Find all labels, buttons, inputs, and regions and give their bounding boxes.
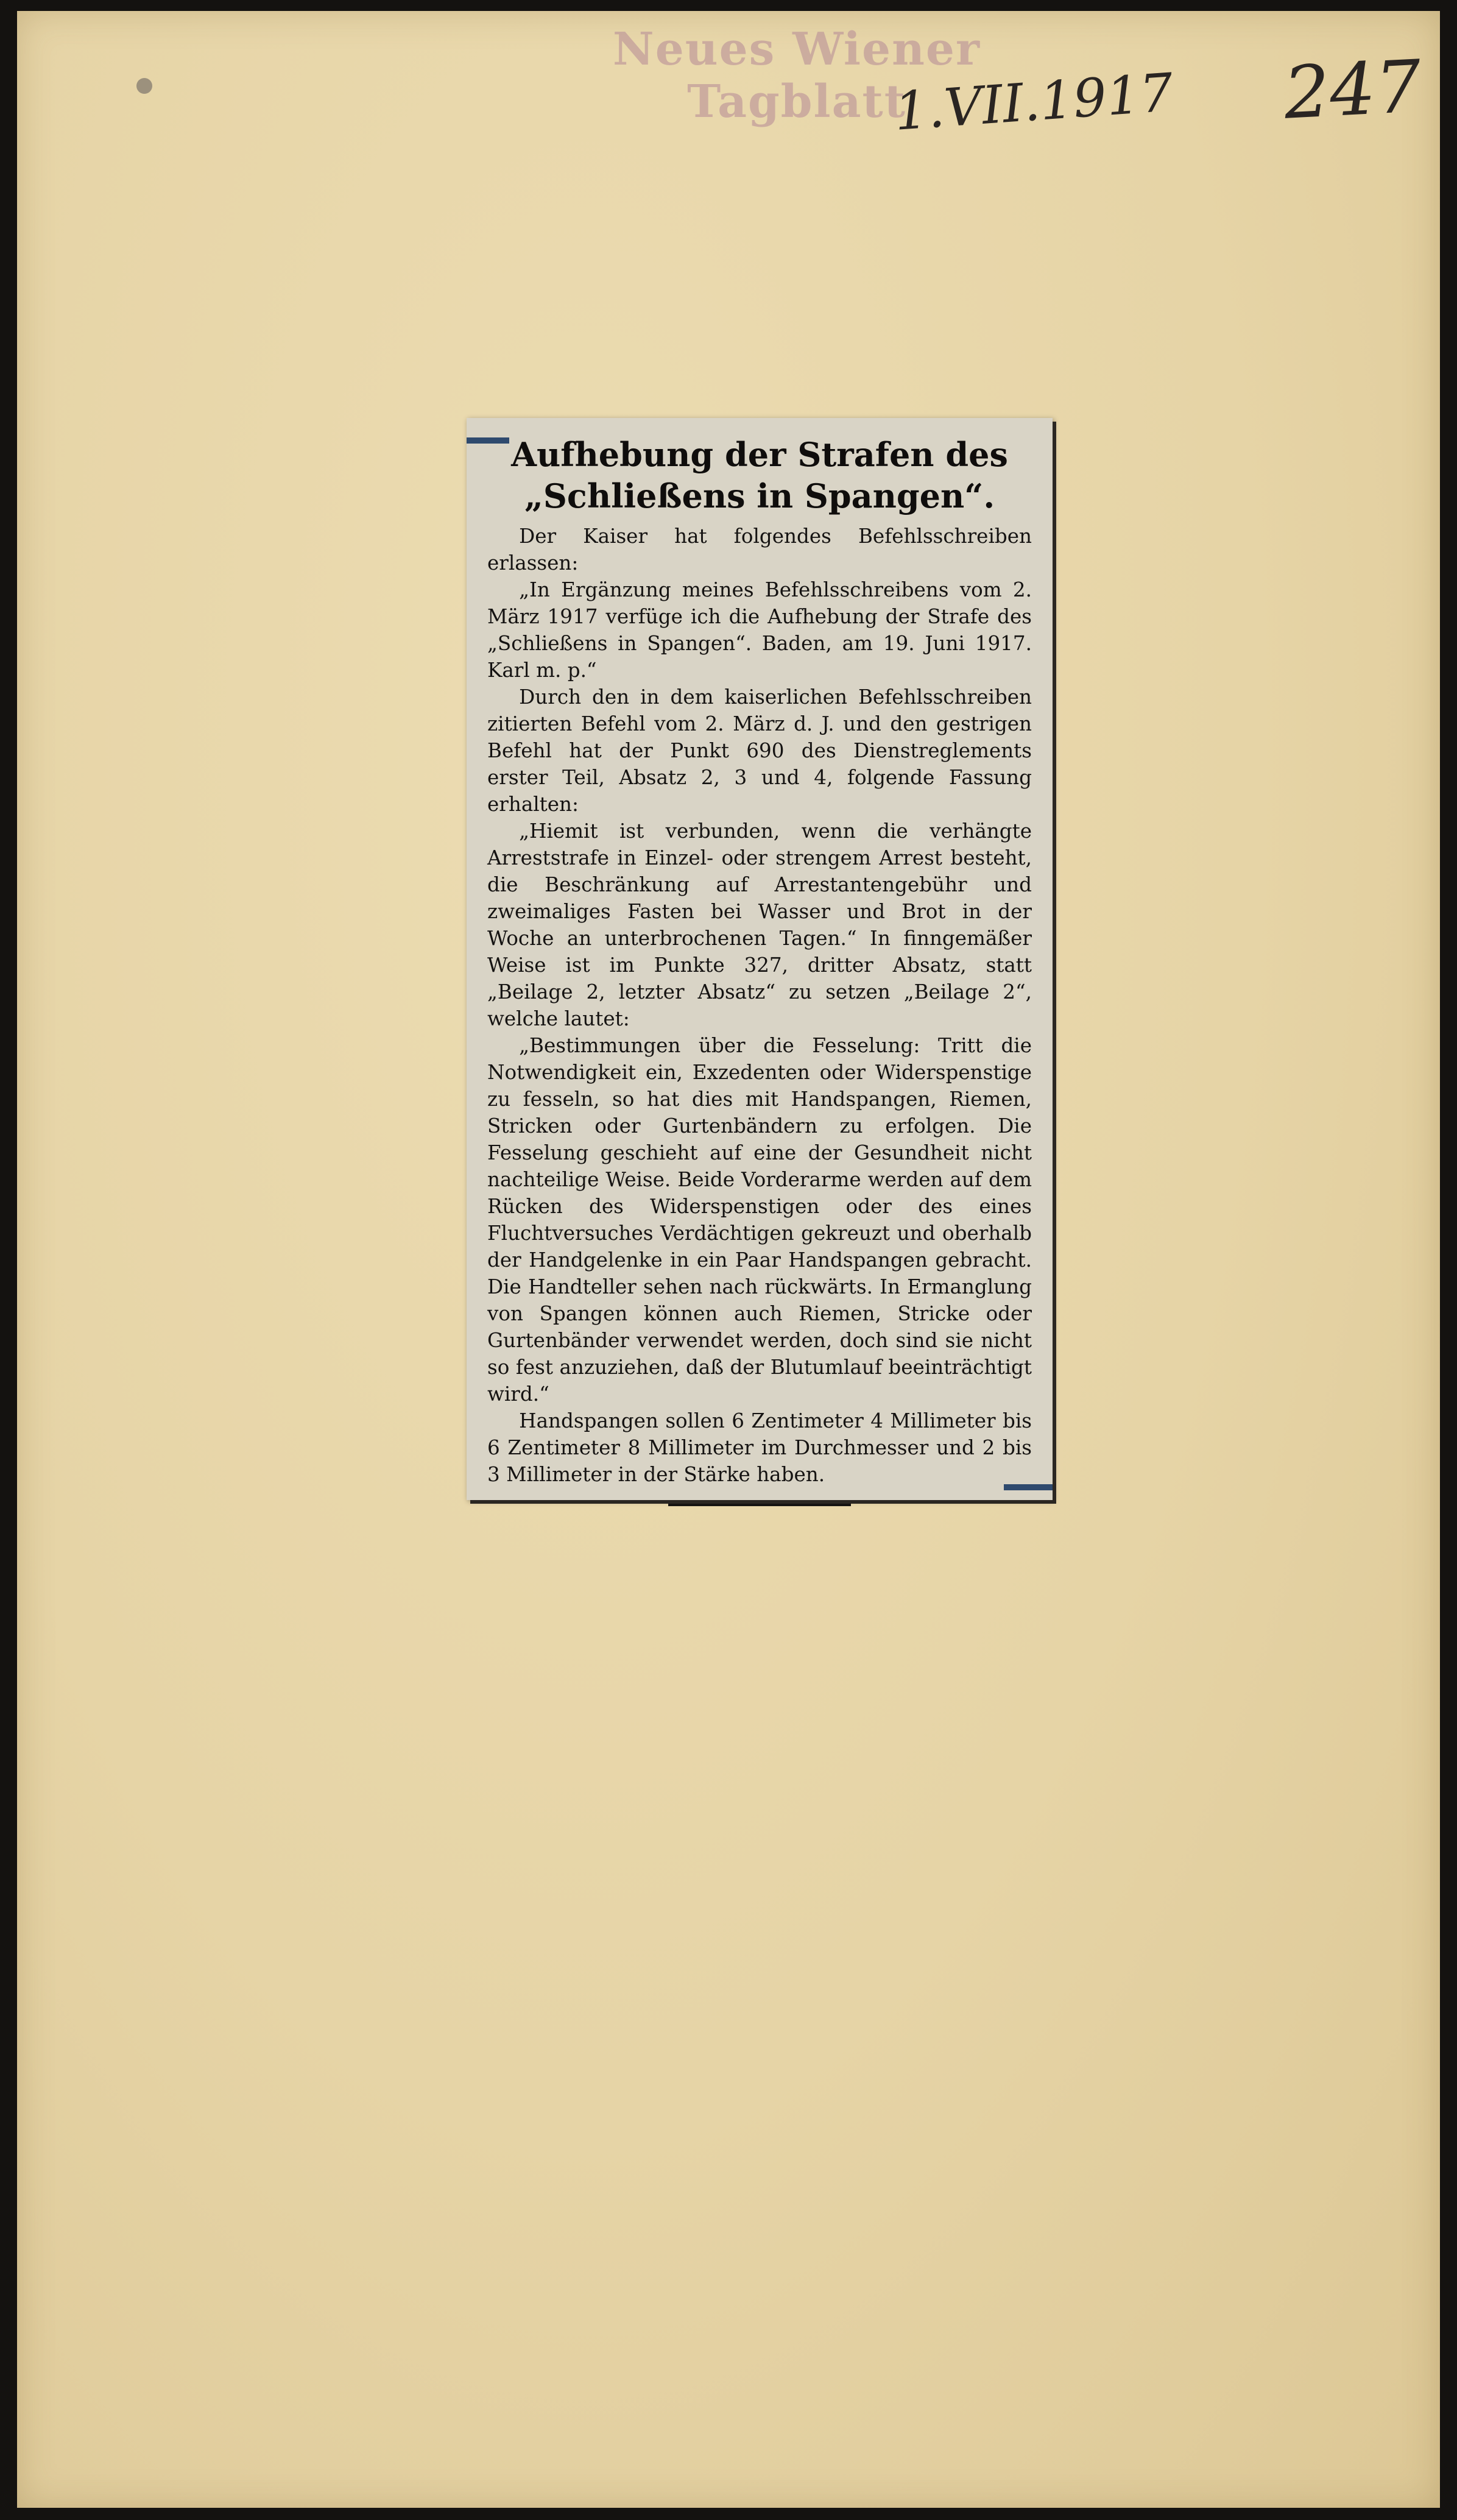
newspaper-clipping	[467, 418, 1053, 1500]
article-headline	[487, 434, 1032, 517]
newspaper-stamp: Neues Wiener Tagblatt	[613, 23, 981, 128]
clipping-edge-mark	[1004, 1484, 1053, 1490]
article-paragraph: Der Kaiser hat folgendes Befehlsschreiben erlassen:	[487, 525, 1032, 575]
closing-rule	[668, 1504, 851, 1506]
article-body	[487, 523, 1032, 1488]
headline-line: „Schließens in Spangen“.	[524, 476, 995, 515]
article-paragraph: Durch den in dem kaiserlichen Befehlsschreiben zitierten Befehl vom 2. März d. J. und den gestrigen Befehl hat der Punkt 690 des Dienstreglements erster Teil, Absatz 2, 3 und 4, folgende Fassung erhalten:	[487, 685, 1032, 816]
page-number: 247	[1282, 44, 1423, 135]
article-paragraph: Handspangen sollen 6 Zentimeter 4 Millimeter bis 6 Zentimeter 8 Millimeter im Durchmesser und 2 bis 3 Millimeter in der Stärke haben.	[487, 1409, 1032, 1486]
article-paragraph: „In Ergänzung meines Befehlsschreibens vom 2. März 1917 verfüge ich die Aufhebung der Strafe des „Schließens in Spangen“. Baden, am 19. Juni 1917. Karl m. p.“	[487, 578, 1032, 682]
headline-line: Aufhebung der Strafen des	[511, 435, 1008, 474]
article-paragraph: „Hiemit ist verbunden, wenn die verhängte Arreststrafe in Einzel- oder strengem Arrest besteht, die Beschränkung auf Arrestantengebühr und zweimaliges Fasten bei Wasser und Brot in der Woche an unterbrochenen Tagen.“ In finngemäßer Weise ist im Punkte 327, dritter Absatz, statt „Beilage 2, letzter Absatz“ zu setzen „Beilage 2“, welche lautet:	[487, 819, 1032, 1030]
clipping-edge-mark	[467, 437, 509, 444]
handwritten-date: 1.VII.1917	[892, 62, 1176, 143]
archive-sheet	[17, 11, 1440, 2508]
article-paragraph: „Bestimmungen über die Fesselung: Tritt die Notwendigkeit ein, Exzedenten oder Widerspenstige zu fesseln, so hat dies mit Handspangen, Riemen, Stricken oder Gurtenbändern zu erfolgen. Die Fesselung geschieht auf eine der Gesundheit nicht nachteilige Weise. Beide Vorderarme werden auf dem Rücken des Widerspenstigen oder des eines Fluchtversuches Verdächtigen gekreuzt und oberhalb der Handgelenke in ein Paar Handspangen gebracht. Die Handteller sehen nach rückwärts. In Ermanglung von Spangen können auch Riemen, Stricke oder Gurtenbänder verwendet werden, doch sind sie nicht so fest anzuziehen, daß der Blutumlauf beeinträchtigt wird.“	[487, 1034, 1032, 1406]
punch-hole	[136, 78, 152, 94]
